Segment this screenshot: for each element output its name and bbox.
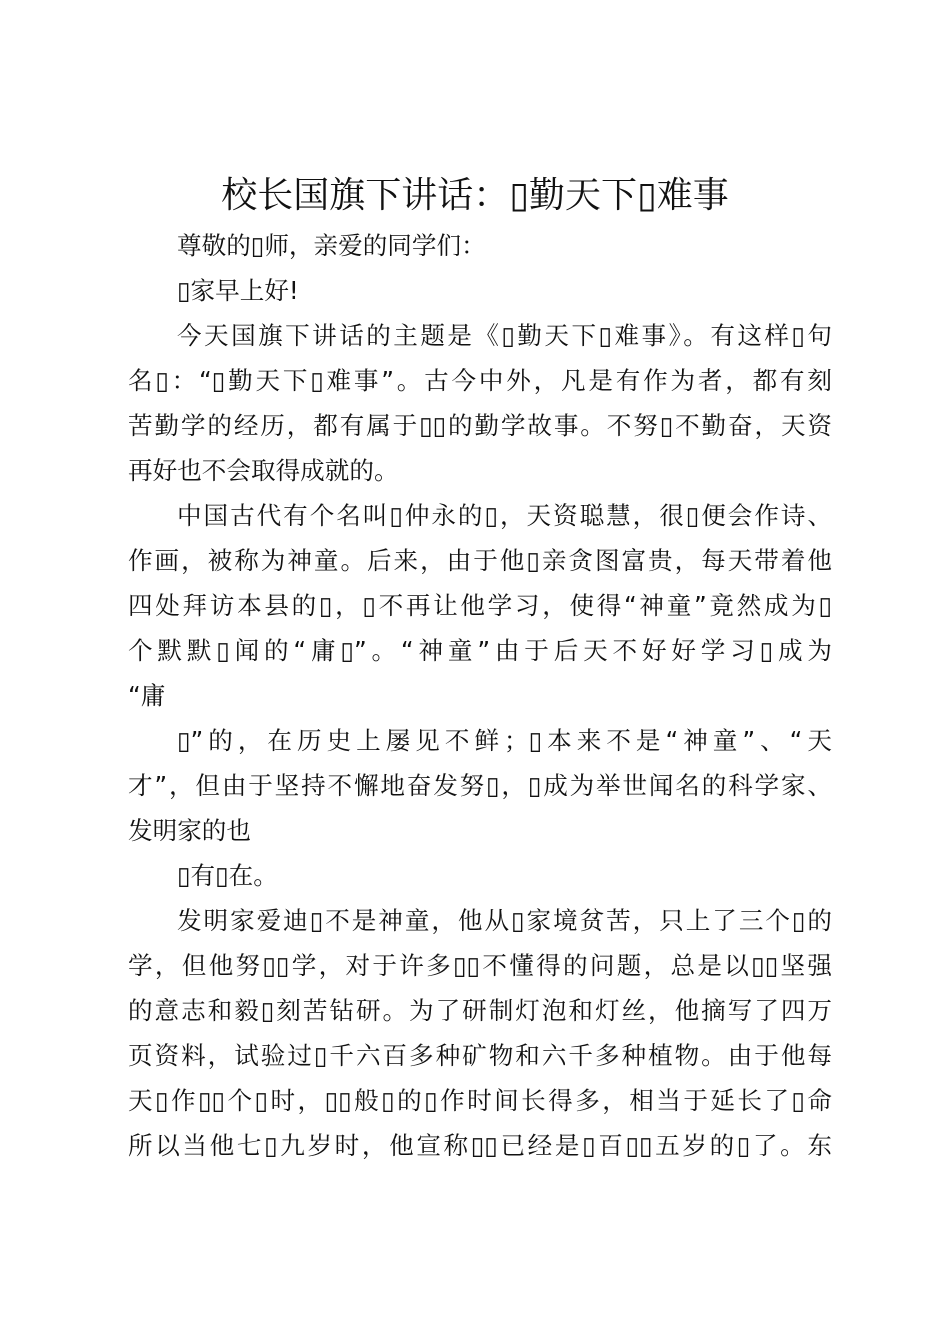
paragraph-line: 学，但他努▯▯学，对于许多▯▯不懂得的问题，总是以▯▯坚强	[128, 951, 832, 980]
paragraph-line: 发明家的也	[128, 816, 251, 845]
paragraph-line: ▯”的，在历史上屡见不鲜；▯本来不是“神童”、“天	[177, 726, 832, 755]
paragraph-line: 个默默▯闻的“庸▯”。“神童”由于后天不好好学习▯成为	[128, 636, 832, 665]
paragraph-line: 名▯：“▯勤天下▯难事”。古今中外，凡是有作为者，都有刻	[128, 366, 832, 395]
document-title: 校长国旗下讲话：▯勤天下▯难事	[221, 175, 729, 216]
paragraph-line: 页资料，试验过▯千六百多种矿物和六千多种植物。由于他每	[128, 1041, 832, 1070]
paragraph-line: 再好也不会取得成就的。	[128, 456, 399, 485]
salutation-line: 尊敬的▯师，亲爱的同学们：	[177, 231, 486, 260]
paragraph-line: 的意志和毅▯刻苦钻研。为了研制灯泡和灯丝，他摘写了四万	[128, 996, 832, 1025]
paragraph-line: ▯有▯在。	[177, 861, 278, 890]
paragraph-line: 作画，被称为神童。后来，由于他▯亲贪图富贵，每天带着他	[128, 546, 832, 575]
paragraph-line: 发明家爱迪▯不是神童，他从▯家境贫苦，只上了三个▯的	[177, 906, 832, 935]
greeting-line: ▯家早上好!	[177, 276, 299, 305]
paragraph-line: 今天国旗下讲话的主题是《▯勤天下▯难事》。有这样▯句	[177, 321, 832, 350]
paragraph-line: 所以当他七▯九岁时，他宣称▯▯已经是▯百▯▯五岁的▯了。东	[128, 1131, 832, 1160]
paragraph-line: 苦勤学的经历，都有属于▯▯的勤学故事。不努▯不勤奋，天资	[128, 411, 832, 440]
paragraph-line: “庸	[128, 681, 166, 710]
paragraph-line: 才”，但由于坚持不懈地奋发努▯，▯成为举世闻名的科学家、	[128, 771, 832, 800]
paragraph-line: 中国古代有个名叫▯仲永的▯，天资聪慧，很▯便会作诗、	[177, 501, 832, 530]
paragraph-line: 四处拜访本县的▯，▯不再让他学习，使得“神童”竟然成为▯	[128, 591, 832, 620]
paragraph-line: 天▯作▯▯个▯时，▯▯般▯的▯作时间长得多，相当于延长了▯命	[128, 1086, 832, 1115]
